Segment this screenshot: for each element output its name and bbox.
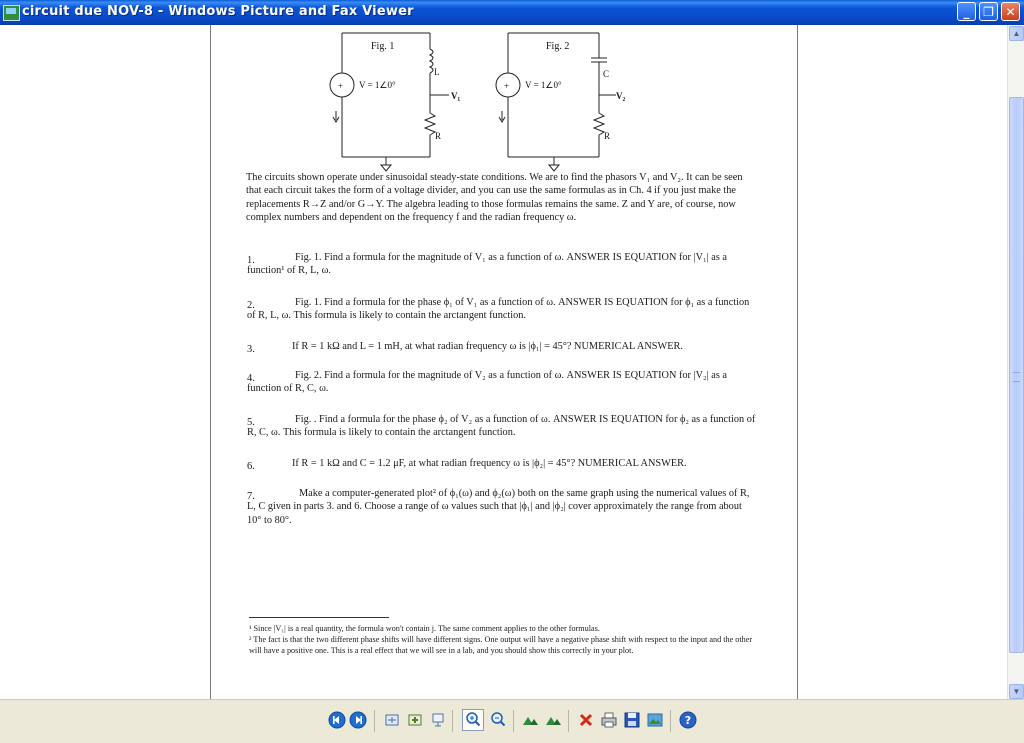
close-button[interactable]: ✕: [1001, 2, 1020, 21]
fig1-resistor-label: R: [435, 131, 442, 141]
question-3-text: If R = 1 kΩ and L = 1 mH, at what radian frequency ω is |ϕ₁| = 45°? NUMERICAL ANSWER.: [292, 341, 683, 352]
fig1-caption: Fig. 1: [371, 41, 395, 52]
fig2-caption: Fig. 2: [546, 41, 570, 52]
question-2-text: Fig. 1. Find a formula for the phase ϕ₁ of V₁ as a function of ω. ANSWER IS EQUATION for ϕ₁ as a function of R, L, ω. This formula is likely to contain the arctangent function.: [247, 297, 750, 322]
fig2-plus-sign: +: [504, 81, 510, 91]
picture-viewer-app-icon[interactable]: [3, 5, 20, 21]
next-image-button[interactable]: [349, 711, 367, 729]
scroll-thumb-grip: [1013, 372, 1020, 382]
svg-text:?: ?: [684, 714, 692, 727]
scroll-up-button[interactable]: ▲: [1009, 26, 1024, 41]
fig1-output-label: V₁: [451, 91, 461, 101]
fig2-source-label: V = 1∠0°: [525, 80, 562, 90]
question-2-number: 2.: [247, 300, 255, 311]
zoom-out-icon[interactable]: [489, 711, 507, 729]
footnote-rule: [249, 617, 389, 618]
window-title: circuit due NOV-8 - Windows Picture and Fax Viewer: [22, 4, 414, 19]
question-7-number: 7.: [247, 491, 255, 502]
fig1-source-label: V = 1∠0°: [359, 80, 396, 90]
question-4-text: Fig. 2. Find a formula for the magnitude of V₂ as a function of ω. ANSWER IS EQUATION for |V₂| as a function of R, C, ω.: [247, 370, 727, 395]
minimize-button[interactable]: _: [957, 2, 976, 21]
question-7-text: Make a computer-generated plot² of ϕ₁(ω) and ϕ₂(ω) both on the same graph using the numerical values of R, L, C given in parts 3. and 6. Choose a range of ω values such that |ϕ₁| and |ϕ₂| cover approximately the range from about 10° to 80°.: [247, 488, 750, 526]
footnote-2: ² The fact is that the two different phase shifts will have different signs. One output will have a negative phase shift with respect to the input and the other will have a positive one. This is a real effect that we will see in a lab, and you should show this correctly in your plot.: [249, 635, 753, 655]
actual-size-icon[interactable]: [406, 711, 424, 729]
circuit-figures: [211, 25, 797, 175]
zoom-in-icon[interactable]: [462, 709, 484, 731]
title-bar[interactable]: [0, 0, 1024, 25]
viewer-toolbar: [0, 699, 1024, 743]
fig1-plus-sign: +: [338, 81, 344, 91]
fig2-capacitor-label: C: [603, 69, 610, 79]
toolbar-separator: [568, 710, 569, 732]
toolbar-separator: [374, 710, 375, 732]
question-4-number: 4.: [247, 373, 255, 384]
question-6-text: If R = 1 kΩ and C = 1.2 μF, at what radian frequency ω is |ϕ₂| = 45°? NUMERICAL ANSWER.: [292, 458, 687, 469]
rotate-counterclockwise-icon[interactable]: [544, 711, 562, 729]
question-1-text: Fig. 1. Find a formula for the magnitude of V₁ as a function of ω. ANSWER IS EQUATION for |V₁| as a function¹ of R, L, ω.: [247, 252, 727, 277]
delete-icon[interactable]: [577, 711, 595, 729]
question-3-number: 3.: [247, 344, 255, 355]
toolbar-separator: [670, 710, 671, 732]
help-icon[interactable]: [679, 711, 697, 729]
question-5-number: 5.: [247, 417, 255, 428]
toolbar-separator: [452, 710, 453, 732]
intro-paragraph: The circuits shown operate under sinusoidal steady-state conditions. We are to find the phasors V₁ and V₂. It can be seen that each circuit takes the form of a voltage divider, and you can use the same formulas as in Ch. 4 if you just make the replacements R→Z and/or G→Y. The algebra leading to those formulas remains the same. Z and Y are, of course, now complex numbers and dependent on the frequency f and the radian frequency ω.: [246, 172, 743, 223]
fig1-inductor-label: L: [434, 67, 440, 77]
save-icon[interactable]: [623, 711, 641, 729]
figure-1: [330, 33, 449, 171]
toolbar-separator: [513, 710, 514, 732]
footnote-1: ¹ Since |V₁| is a real quantity, the formula won't contain j. The same comment applies to the other formulas.: [249, 624, 600, 633]
question-1-number: 1.: [247, 255, 255, 266]
scroll-thumb[interactable]: [1009, 97, 1024, 653]
scroll-down-button[interactable]: ▼: [1009, 684, 1024, 699]
slideshow-icon[interactable]: [429, 711, 447, 729]
document-page: [210, 25, 798, 699]
best-fit-icon[interactable]: [383, 711, 401, 729]
question-5-text: Fig. . Find a formula for the phase ϕ₂ of V₂ as a function of ω. ANSWER IS EQUATION for ϕ₂ as a function of R, C, ω. This formula is likely to contain the arctangent function.: [247, 414, 756, 439]
question-6-number: 6.: [247, 461, 255, 472]
rotate-clockwise-icon[interactable]: [521, 711, 539, 729]
previous-image-button[interactable]: [328, 711, 346, 729]
fig2-output-label: V₂: [616, 91, 626, 101]
maximize-button[interactable]: ❐: [979, 2, 998, 21]
open-for-editing-icon[interactable]: [646, 711, 664, 729]
vertical-scrollbar[interactable]: [1007, 25, 1024, 708]
figure-2: [496, 33, 616, 171]
fig2-resistor-label: R: [604, 131, 611, 141]
image-view-area[interactable]: [0, 25, 1007, 699]
print-icon[interactable]: [600, 711, 618, 729]
